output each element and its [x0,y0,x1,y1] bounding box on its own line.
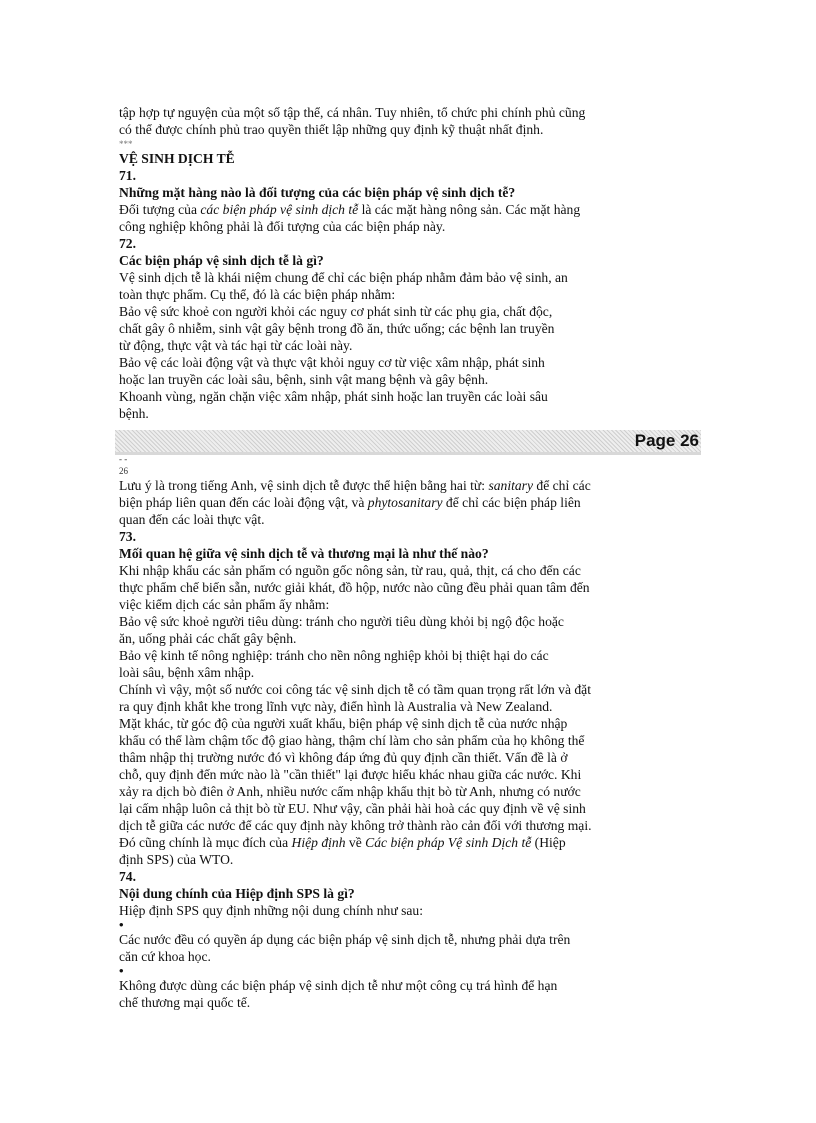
text-line: Không được dùng các biện pháp vệ sinh dịch tễ như một công cụ trá hình để hạn [119,978,558,993]
bullet-icon: • [119,917,124,932]
text-line: tập hợp tự nguyện của một số tập thể, cá nhân. Tuy nhiên, tổ chức phi chính phủ cũng [119,105,586,120]
text-line: biện pháp liên quan đến các loài động vật, và phytosanitary để chỉ các biện pháp liên [119,495,581,510]
question-heading: Những mặt hàng nào là đối tượng của các biện pháp vệ sinh dịch tễ? [119,185,516,200]
text-line: căn cứ khoa học. [119,949,211,964]
section-separator: *** [119,139,133,149]
text-line: dịch tễ giữa các nước để các quy định này không trở thành rào cản đối với thương mại. [119,818,592,833]
question-number: 72. [119,236,136,251]
text-line: thực phẩm chế biến sẵn, nước giải khát, đồ hộp, nước nào cũng đều phải quan tâm đến [119,580,590,595]
question-heading: Mối quan hệ giữa vệ sinh dịch tễ và thương mại là như thế nào? [119,546,489,561]
text-line: bệnh. [119,406,149,421]
question-heading: Nội dung chính của Hiệp định SPS là gì? [119,886,355,901]
text-line: ra quy định khắt khe trong lĩnh vực này, điển hình là Australia và New Zealand. [119,699,553,714]
emphasis: Hiệp định [291,835,346,850]
text-line: từ động, thực vật và tác hại từ các loài này. [119,338,353,353]
text-line: hoặc lan truyền các loài sâu, bệnh, sinh vật mang bệnh và gây bệnh. [119,372,489,387]
text-line: Các nước đều có quyền áp dụng các biện pháp vệ sinh dịch tễ, nhưng phải dựa trên [119,932,571,947]
question-heading: Các biện pháp vệ sinh dịch tễ là gì? [119,253,324,268]
text-line: Vệ sinh dịch tễ là khái niệm chung để chỉ các biện pháp nhằm đảm bảo vệ sinh, an [119,270,568,285]
page-break-bar [115,430,701,452]
text-line: Đó cũng chính là mục đích của Hiệp định về Các biện pháp Vệ sinh Dịch tễ (Hiệp [119,835,566,850]
question-number: 71. [119,168,136,183]
bullet-icon: • [119,963,124,978]
text-line: xảy ra dịch bò điên ở Anh, nhiều nước cấm nhập khẩu thịt bò từ Anh, nhưng có nước [119,784,581,799]
text-line: chất gây ô nhiễm, sinh vật gây bệnh trong đồ ăn, thức uống; các bệnh lan truyền [119,321,555,336]
text-line: Khi nhập khẩu các sản phẩm có nguồn gốc nông sản, từ rau, quả, thịt, cá cho đến các [119,563,581,578]
text-line: có thể được chính phủ trao quyền thiết lập những quy định kỹ thuật nhất định. [119,122,544,137]
text-line: định SPS) của WTO. [119,852,234,867]
text-line: chế thương mại quốc tế. [119,995,251,1010]
text-line: Hiệp định SPS quy định những nội dung chính như sau: [119,903,423,918]
page-26-content [119,453,719,1011]
emphasis: các biện pháp vệ sinh dịch tễ [200,202,359,217]
emphasis: Các biện pháp Vệ sinh Dịch tễ [365,835,532,850]
text-line: lại cấm nhập luôn cả thịt bò từ EU. Như vậy, cần phải hài hoà các quy định về vệ sinh [119,801,586,816]
text-line: loài sâu, bệnh xâm nhập. [119,665,255,680]
text-line: việc kiểm dịch các sản phẩm ấy nhằm: [119,597,330,612]
text-line: Bảo vệ các loài động vật và thực vật khỏi nguy cơ từ việc xâm nhập, phát sinh [119,355,545,370]
text-line: thâm nhập thị trường nước đó vì không đáp ứng đủ quy định cần thiết. Vấn đề là ở [119,750,568,765]
text-line: chỗ, quy định đến mức nào là "cần thiết" lại được hiểu khác nhau giữa các nước. Khi [119,767,582,782]
text-line: công nghiệp không phải là đối tượng của các biện pháp này. [119,219,446,234]
text-line: Bảo vệ sức khoẻ con người khỏi các nguy cơ phát sinh từ các phụ gia, chất độc, [119,304,553,319]
text-line: Đối tượng của các biện pháp vệ sinh dịch tễ là các mặt hàng nông sản. Các mặt hàng [119,202,581,217]
text-line: quan đến các loài thực vật. [119,512,265,527]
text-line: Lưu ý là trong tiếng Anh, vệ sinh dịch tễ được thể hiện bằng hai từ: sanitary để chỉ các [119,478,591,493]
text-line: Chính vì vậy, một số nước coi công tác vệ sinh dịch tễ có tầm quan trọng rất lớn và đặt [119,682,591,697]
text-line: Bảo vệ kinh tế nông nghiệp: tránh cho nền nông nghiệp khỏi bị thiệt hại do các [119,648,549,663]
page-break-marker: - - [119,454,128,464]
page-25-content [119,104,719,422]
question-number: 74. [119,869,136,884]
question-number: 73. [119,529,136,544]
text-line: ăn, uống phải các chất gây bệnh. [119,631,297,646]
section-title: VỆ SINH DỊCH TỄ [119,151,235,166]
page-label: Page 26 [634,431,699,450]
text-line: Khoanh vùng, ngăn chặn việc xâm nhập, phát sinh hoặc lan truyền các loài sâu [119,389,548,404]
text-line: Bảo vệ sức khoẻ người tiêu dùng: tránh cho người tiêu dùng khỏi bị ngộ độc hoặc [119,614,564,629]
text-line: khẩu có thể làm chậm tốc độ giao hàng, thậm chí làm cho sản phẩm của họ không thể [119,733,585,748]
text-line: toàn thực phẩm. Cụ thể, đó là các biện pháp nhằm: [119,287,396,302]
emphasis: phytosanitary [367,495,443,510]
page-number: 26 [119,466,128,476]
text-line: Mặt khác, từ góc độ của người xuất khẩu, biện pháp vệ sinh dịch tễ của nước nhập [119,716,568,731]
emphasis: sanitary [488,478,534,493]
